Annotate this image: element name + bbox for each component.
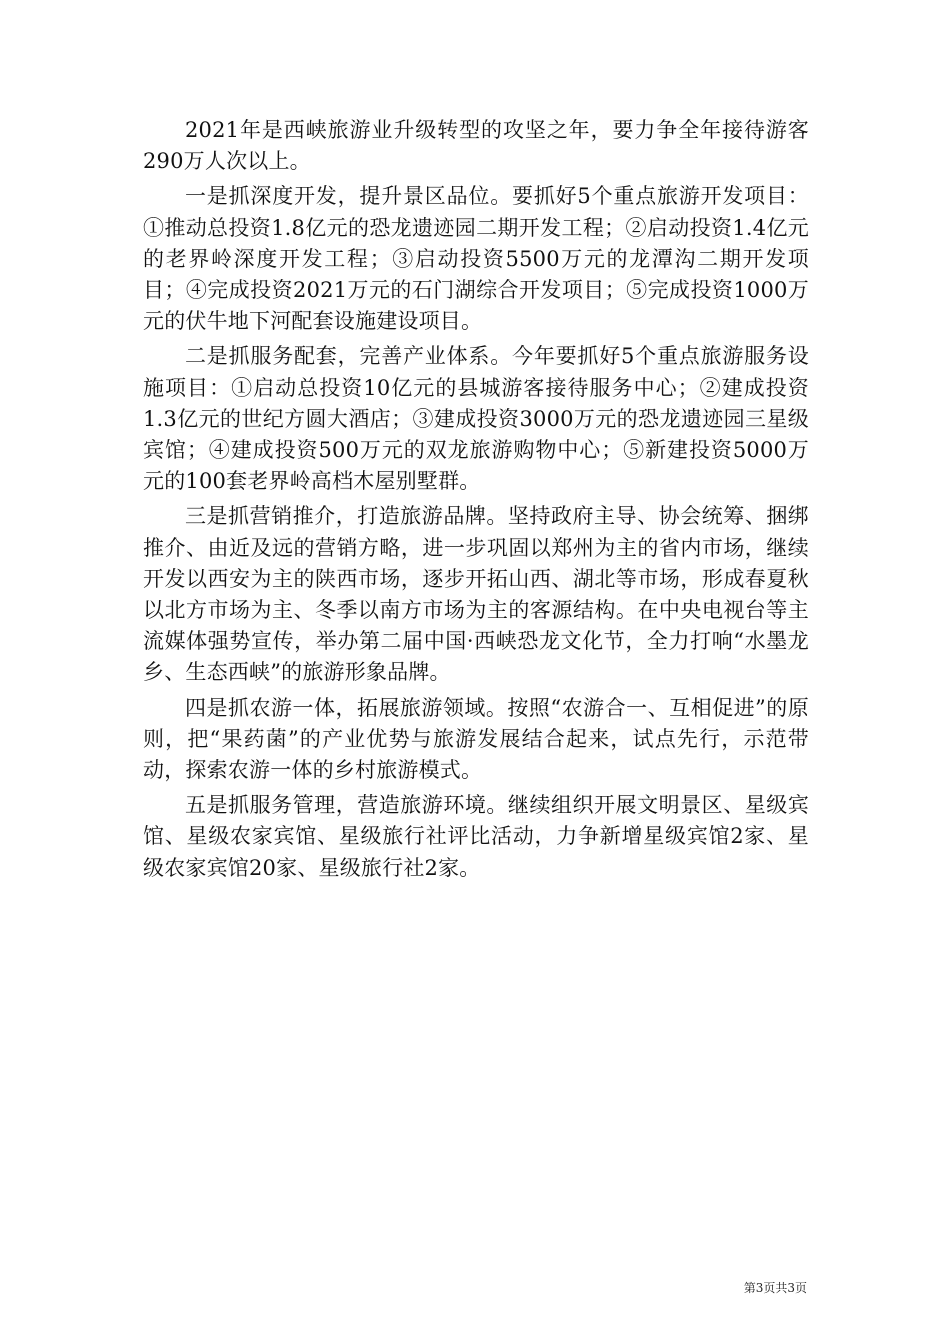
paragraph-marketing: 三是抓营销推介，打造旅游品牌。坚持政府主导、协会统筹、捆绑推介、由近及远的营销方略，进一步巩固以郑州为主的省内市场，继续开发以西安为主的陕西市场，逐步开拓山西、湖北等市场，形成春夏秋以北方市场为主、冬季以南方市场为主的客源结构。在中央电视台等主流媒体强势宣传，举办第二届中国·西峡恐龙文化节，全力打响“水墨龙乡、生态西峡”的旅游形象品牌。	[143, 504, 809, 685]
paragraph-intro: 2021年是西峡旅游业升级转型的攻坚之年，要力争全年接待游客290万人次以上。	[143, 118, 809, 174]
paragraph-development: 一是抓深度开发，提升景区品位。要抓好5个重点旅游开发项目：①推动总投资1.8亿元的恐龙遗迹园二期开发工程；②启动投资1.4亿元的老界岭深度开发工程；③启动投资5500万元的龙潭沟二期开发项目；④完成投资2021万元的石门湖综合开发项目；⑤完成投资1000万元的伏牛地下河配套设施建设项目。	[143, 184, 809, 334]
document-body	[143, 115, 809, 888]
paragraph-management: 五是抓服务管理，营造旅游环境。继续组织开展文明景区、星级宾馆、星级农家宾馆、星级旅行社评比活动，力争新增星级宾馆2家、星级农家宾馆20家、星级旅行社2家。	[143, 793, 809, 880]
page-number: 第3页共3页	[743, 1281, 807, 1295]
paragraph-agritourism: 四是抓农游一体，拓展旅游领域。按照“农游合一、互相促进”的原则，把“果药菌”的产业优势与旅游发展结合起来，试点先行，示范带动，探索农游一体的乡村旅游模式。	[143, 695, 809, 783]
paragraph-service-facilities: 二是抓服务配套，完善产业体系。今年要抓好5个重点旅游服务设施项目：①启动总投资10亿元的县城游客接待服务中心；②建成投资1.3亿元的世纪方圆大酒店；③建成投资3000万元的恐龙遗迹园三星级宾馆；④建成投资500万元的双龙旅游购物中心；⑤新建投资5000万元的100套老界岭高档木屋别墅群。	[143, 344, 809, 494]
